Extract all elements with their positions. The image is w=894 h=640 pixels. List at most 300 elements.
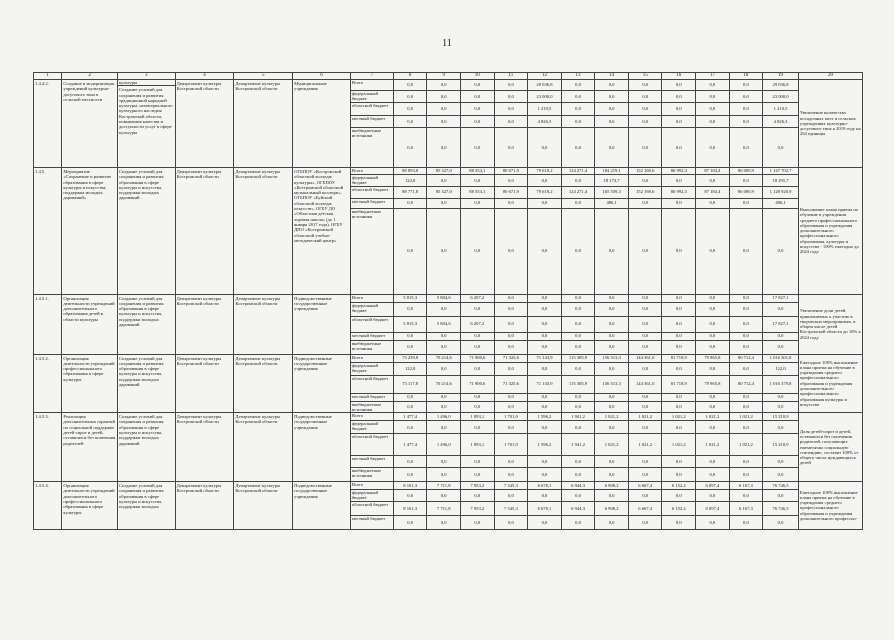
amount-cell: 0,0 [628, 421, 662, 434]
amount-cell: 18 173,7 [595, 175, 629, 187]
amount-cell: 0,0 [561, 294, 595, 302]
amount-cell: 0,0 [494, 128, 528, 168]
amount-cell: 18 295,7 [763, 175, 799, 187]
amount-cell: 0,0 [393, 208, 427, 294]
amount-cell: 0,0 [393, 393, 427, 401]
amount-cell: 0,0 [628, 91, 662, 103]
amount-cell: 1 021,2 [628, 434, 662, 456]
measure-name: Мероприятие «Сохранение и развитие образования в сфере культуры и искусства, поддержка молодых дарований» [62, 168, 118, 295]
amount-cell: 15 210,9 [763, 413, 799, 421]
funding-source: федеральный бюджет [350, 362, 393, 375]
column-number: 13 [561, 73, 595, 80]
amount-cell: 0,0 [561, 91, 595, 103]
amount-cell: 0,0 [528, 490, 562, 502]
amount-cell: 0,0 [427, 515, 461, 529]
amount-cell: 0,0 [595, 340, 629, 354]
amount-cell: 71 325,6 [494, 375, 528, 393]
amount-cell: 0,0 [595, 208, 629, 294]
amount-cell: 0,0 [729, 128, 763, 168]
amount-cell: 0,0 [528, 332, 562, 340]
executor: Департамент культуры Костромской области [234, 354, 293, 413]
amount-cell: 0,0 [595, 515, 629, 529]
column-number-row [34, 73, 863, 80]
column-number: 8 [393, 73, 427, 80]
amount-cell: 0,0 [427, 401, 461, 413]
executor: Департамент культуры Костромской области [234, 80, 293, 168]
amount-cell: 0,0 [494, 468, 528, 482]
amount-cell: 0,0 [528, 302, 562, 316]
amount-cell: 0,0 [393, 490, 427, 502]
measure-name: Организация деятельности учреждений дополнительного профессионального образования в сфере культуры [62, 482, 118, 530]
table-row [34, 294, 863, 302]
amount-cell: 0,0 [595, 80, 629, 91]
amount-cell: 29 036,8 [763, 80, 799, 91]
amount-cell: 0,0 [729, 421, 763, 434]
measure-name: Реализация дополнительных гарантий по социальной поддержке детей-сирот и детей, оставшихся без попечения родителей [62, 413, 118, 482]
amount-cell: 1 893,1 [461, 434, 495, 456]
amount-cell: 0,0 [528, 294, 562, 302]
amount-cell: 1 701,0 [494, 413, 528, 421]
amount-cell: 0,0 [763, 456, 799, 468]
amount-cell: 0,0 [427, 490, 461, 502]
amount-cell: 0,0 [662, 80, 696, 91]
amount-cell: 0,0 [561, 468, 595, 482]
amount-cell: 0,0 [561, 340, 595, 354]
amount-cell: 0,0 [461, 515, 495, 529]
column-number: 4 [175, 73, 234, 80]
amount-cell: 1 021,2 [696, 413, 730, 421]
carry-over-text: культуры [118, 80, 175, 86]
column-number: 9 [427, 73, 461, 80]
amount-cell: 0,0 [528, 393, 562, 401]
amount-cell: 7 953,2 [461, 482, 495, 490]
column-number: 11 [494, 73, 528, 80]
row-id: 1.4.5. [34, 168, 62, 295]
amount-cell: 71 900,6 [461, 375, 495, 393]
amount-cell: 0,0 [393, 198, 427, 208]
amount-cell: 0,0 [595, 456, 629, 468]
amount-cell: 0,0 [595, 128, 629, 168]
amount-cell: 1 021,2 [595, 413, 629, 421]
column-number: 2 [62, 73, 118, 80]
funding-source: областной бюджет [350, 186, 393, 198]
amount-cell: 0,0 [696, 490, 730, 502]
amount-cell: 0,0 [595, 421, 629, 434]
amount-cell: 1 941,2 [561, 434, 595, 456]
amount-cell: 152 169,6 [628, 186, 662, 198]
amount-cell: 0,0 [427, 468, 461, 482]
funds-recipient: Подведомственные государственные учреждения [293, 482, 351, 530]
funding-source: внебюджетные источники [350, 128, 393, 168]
amount-cell: 0,0 [729, 362, 763, 375]
funding-source: областной бюджет [350, 501, 393, 515]
expected-result: Доля детей-сирот и детей, оставшихся без попечения родителей, получающих ежемесячно социальную стипендию, составит 100% от общего числа нуждающихся детей [798, 413, 862, 482]
amount-cell: 0,0 [628, 401, 662, 413]
amount-cell: 1 941,2 [561, 413, 595, 421]
amount-cell: 87 184,4 [696, 168, 730, 175]
amount-cell: 0,0 [595, 468, 629, 482]
expected-result: Увеличение количества посадочных мест в сельских учреждениях культурно-досугового типа к 2019 году на 294 единицы [798, 80, 862, 168]
amount-cell: 0,0 [696, 340, 730, 354]
amount-cell: 0,0 [494, 208, 528, 294]
amount-cell: 0,0 [696, 116, 730, 128]
amount-cell: 1 016 501,8 [763, 354, 799, 362]
amount-cell: 0,0 [528, 515, 562, 529]
amount-cell: 124 271,4 [561, 168, 595, 175]
amount-cell: 0,0 [561, 80, 595, 91]
amount-cell: 0,0 [696, 456, 730, 468]
funding-source: Всего [350, 168, 393, 175]
amount-cell: 80 671,9 [494, 186, 528, 198]
amount-cell: 0,0 [628, 116, 662, 128]
amount-cell: 29 036,8 [528, 80, 562, 91]
amount-cell: 0,0 [696, 80, 730, 91]
column-number: 3 [117, 73, 175, 80]
amount-cell: 0,0 [461, 302, 495, 316]
amount-cell: 122,0 [393, 362, 427, 375]
funding-source: местный бюджет [350, 332, 393, 340]
amount-cell: 0,0 [393, 515, 427, 529]
amount-cell: 0,0 [528, 456, 562, 468]
column-number: 10 [461, 73, 495, 80]
amount-cell: 17 827,1 [763, 316, 799, 332]
amount-cell: 0,0 [696, 302, 730, 316]
amount-cell: 486,1 [763, 198, 799, 208]
amount-cell: 0,0 [696, 128, 730, 168]
amount-cell: 0,0 [662, 103, 696, 116]
amount-cell: 0,0 [595, 401, 629, 413]
amount-cell: 7 711,8 [427, 501, 461, 515]
funding-source: областной бюджет [350, 375, 393, 393]
amount-cell: 6 097,4 [696, 482, 730, 490]
amount-cell: 6 667,4 [628, 482, 662, 490]
amount-cell: 0,0 [427, 456, 461, 468]
amount-cell: 76 746,5 [763, 501, 799, 515]
budget-table [33, 72, 863, 530]
amount-cell: 79 965,8 [696, 375, 730, 393]
column-number: 15 [628, 73, 662, 80]
amount-cell: 0,0 [729, 332, 763, 340]
amount-cell: 0,0 [628, 456, 662, 468]
amount-cell: 0,0 [628, 393, 662, 401]
amount-cell: 0,0 [628, 294, 662, 302]
funding-source: местный бюджет [350, 456, 393, 468]
amount-cell: 0,0 [561, 421, 595, 434]
funds-recipient: Подведомственные государственные учреждения [293, 413, 351, 482]
funding-source: внебюджетные источники [350, 340, 393, 354]
amount-cell: 156 513,3 [595, 354, 629, 362]
amount-cell: 4 826,3 [528, 116, 562, 128]
amount-cell: 6 944,3 [561, 482, 595, 490]
amount-cell: 0,0 [696, 332, 730, 340]
expected-result: Выполнение плана приема на обучение в учреждения среднего профессионального образования и учреждения дополнительного профессионального образования, культуры и искусства - 100% ежегодно до 2024 года [798, 168, 862, 295]
amount-cell: 0,0 [461, 421, 495, 434]
amount-cell: 1 477,4 [393, 413, 427, 421]
amount-cell: 0,0 [494, 332, 528, 340]
amount-cell: 86 000,9 [729, 168, 763, 175]
amount-cell: 0,0 [628, 175, 662, 187]
amount-cell: 85 327,0 [427, 168, 461, 175]
page-number: 11 [442, 38, 452, 49]
amount-cell: 80 712,4 [729, 375, 763, 393]
amount-cell: 0,0 [427, 393, 461, 401]
amount-cell: 0,0 [427, 362, 461, 375]
funding-source: Всего [350, 80, 393, 91]
amount-cell: 23 000,0 [528, 91, 562, 103]
amount-cell: 0,0 [662, 208, 696, 294]
amount-cell: 0,0 [494, 393, 528, 401]
measure-name: Создание и модернизация учреждений культурно-досугового типа в сельской местности [62, 80, 118, 168]
amount-cell: 0,0 [427, 91, 461, 103]
amount-cell: 0,0 [696, 198, 730, 208]
amount-cell: 0,0 [595, 332, 629, 340]
table-row [34, 80, 863, 91]
amount-cell: 79 618,2 [528, 168, 562, 175]
amount-cell: 0,0 [763, 401, 799, 413]
coexecutor: Департамент культуры Костромской области [175, 168, 234, 295]
amount-cell: 0,0 [561, 393, 595, 401]
amount-cell: 0,0 [528, 468, 562, 482]
table-row [34, 168, 863, 175]
amount-cell: 71 900,6 [461, 354, 495, 362]
amount-cell: 0,0 [729, 175, 763, 187]
amount-cell: 0,0 [494, 175, 528, 187]
amount-cell: 6 908,2 [595, 501, 629, 515]
funding-source: федеральный бюджет [350, 421, 393, 434]
amount-cell: 0,0 [561, 456, 595, 468]
funding-source: внебюджетные источники [350, 208, 393, 294]
amount-cell: 0,0 [561, 332, 595, 340]
column-number: 19 [763, 73, 799, 80]
amount-cell: 0,0 [696, 91, 730, 103]
amount-cell: 0,0 [461, 332, 495, 340]
measure-goal: Создание условий для сохранения и развития образования в сфере культуры и искусства, поддержки молодых [117, 482, 175, 530]
expected-result: Ежегодное 100% выполнение плана приема на обучение в учреждения среднего профессионального образования и учреждения дополнительного профессио- [798, 482, 862, 530]
amount-cell: 1 128 920,9 [763, 186, 799, 198]
amount-cell: 0,0 [393, 91, 427, 103]
executor: Департамент культуры Костромской области [234, 168, 293, 295]
amount-cell: 71 143,9 [528, 354, 562, 362]
amount-cell: 5 804,6 [427, 316, 461, 332]
amount-cell: 5 815,3 [393, 316, 427, 332]
amount-cell: 0,0 [729, 116, 763, 128]
amount-cell: 0,0 [528, 362, 562, 375]
amount-cell: 0,0 [729, 401, 763, 413]
amount-cell: 0,0 [595, 362, 629, 375]
row-id: 1.4.5.3. [34, 413, 62, 482]
row-id: 1.4.5.2. [34, 354, 62, 413]
amount-cell: 0,0 [729, 103, 763, 116]
amount-cell: 0,0 [427, 208, 461, 294]
amount-cell: 0,0 [427, 128, 461, 168]
amount-cell: 144 361,0 [628, 375, 662, 393]
amount-cell: 0,0 [494, 198, 528, 208]
column-number: 16 [662, 73, 696, 80]
amount-cell: 0,0 [662, 175, 696, 187]
amount-cell: 0,0 [393, 456, 427, 468]
amount-cell: 124 271,4 [561, 186, 595, 198]
amount-cell: 0,0 [494, 421, 528, 434]
amount-cell: 144 361,0 [628, 354, 662, 362]
amount-cell: 0,0 [461, 490, 495, 502]
funds-recipient: Муниципальные учреждения [293, 80, 351, 168]
funds-recipient: Подведомственные государственные учреждения [293, 354, 351, 413]
amount-cell: 76 746,5 [763, 482, 799, 490]
amount-cell: 0,0 [528, 208, 562, 294]
amount-cell: 73 239,8 [393, 354, 427, 362]
amount-cell: 17 827,1 [763, 294, 799, 302]
amount-cell: 0,0 [729, 393, 763, 401]
amount-cell: 80 712,4 [729, 354, 763, 362]
amount-cell: 0,0 [595, 302, 629, 316]
amount-cell: 86 992,3 [662, 186, 696, 198]
amount-cell: 122,0 [763, 362, 799, 375]
amount-cell: 0,0 [662, 302, 696, 316]
amount-cell: 0,0 [729, 316, 763, 332]
amount-cell: 0,0 [595, 393, 629, 401]
amount-cell: 0,0 [427, 198, 461, 208]
amount-cell: 0,0 [662, 332, 696, 340]
amount-cell: 0,0 [561, 490, 595, 502]
amount-cell: 0,0 [494, 340, 528, 354]
amount-cell: 0,0 [595, 294, 629, 302]
amount-cell: 0,0 [628, 362, 662, 375]
amount-cell: 0,0 [662, 393, 696, 401]
amount-cell: 0,0 [461, 468, 495, 482]
amount-cell: 0,0 [561, 401, 595, 413]
amount-cell: 0,0 [461, 116, 495, 128]
amount-cell: 81 718,9 [662, 375, 696, 393]
amount-cell: 0,0 [427, 116, 461, 128]
amount-cell: 6 097,4 [696, 501, 730, 515]
measure-name: Организация деятельности учреждений профессионального образования в сфере культуры [62, 354, 118, 413]
amount-cell: 0,0 [696, 208, 730, 294]
amount-cell: 7 711,8 [427, 482, 461, 490]
amount-cell: 0,0 [494, 362, 528, 375]
amount-cell: 165 559,3 [595, 186, 629, 198]
amount-cell: 0,0 [393, 103, 427, 116]
coexecutor: Департамент культуры Костромской области [175, 80, 234, 168]
amount-cell: 0,0 [561, 515, 595, 529]
amount-cell: 6 944,3 [561, 501, 595, 515]
amount-cell: 0,0 [662, 198, 696, 208]
amount-cell: 156 513,3 [595, 375, 629, 393]
amount-cell: 0,0 [561, 128, 595, 168]
amount-cell: 0,0 [461, 175, 495, 187]
amount-cell: 184 219,1 [595, 168, 629, 175]
funding-source: местный бюджет [350, 515, 393, 529]
measure-goal: Создание условий для сохранения и развития образования в сфере культуры и искусства, поддержки молодых дарований [117, 168, 175, 295]
amount-cell: 1 596,2 [528, 434, 562, 456]
amount-cell: 6 667,4 [628, 501, 662, 515]
amount-cell: 0,0 [561, 116, 595, 128]
amount-cell: 6 207,2 [461, 316, 495, 332]
funding-source: внебюджетные источники [350, 468, 393, 482]
amount-cell: 0,0 [729, 302, 763, 316]
amount-cell: 486,1 [595, 198, 629, 208]
coexecutor: Департамент культуры Костромской области [175, 354, 234, 413]
amount-cell: 0,0 [729, 80, 763, 91]
amount-cell: 0,0 [628, 103, 662, 116]
amount-cell: 0,0 [662, 116, 696, 128]
amount-cell: 6 908,2 [595, 482, 629, 490]
amount-cell: 115 385,9 [561, 375, 595, 393]
amount-cell: 0,0 [662, 456, 696, 468]
amount-cell: 0,0 [662, 91, 696, 103]
amount-cell: 1 496,0 [427, 434, 461, 456]
coexecutor: Департамент культуры Костромской области [175, 413, 234, 482]
column-number: 5 [234, 73, 293, 80]
amount-cell: 0,0 [763, 468, 799, 482]
amount-cell: 0,0 [561, 302, 595, 316]
amount-cell: 15 210,9 [763, 434, 799, 456]
amount-cell: 88 893,8 [393, 168, 427, 175]
amount-cell: 1 210,5 [528, 103, 562, 116]
amount-cell: 86 992,3 [662, 168, 696, 175]
amount-cell: 0,0 [461, 340, 495, 354]
amount-cell: 1 021,2 [729, 434, 763, 456]
amount-cell: 0,0 [561, 103, 595, 116]
amount-cell: 0,0 [528, 401, 562, 413]
amount-cell: 0,0 [528, 128, 562, 168]
amount-cell: 0,0 [528, 175, 562, 187]
amount-cell: 0,0 [528, 340, 562, 354]
amount-cell: 0,0 [628, 515, 662, 529]
column-number: 14 [595, 73, 629, 80]
amount-cell: 1 477,4 [393, 434, 427, 456]
amount-cell: 0,0 [763, 490, 799, 502]
amount-cell: 0,0 [628, 302, 662, 316]
expected-result: Ежегодное 100% выполнение плана приема на обучение в учреждения среднего профессионального образования и учреждения дополнительного профессионального образования культуры и искусства [798, 354, 862, 413]
amount-cell: 6 167,3 [729, 501, 763, 515]
amount-cell: 0,0 [561, 175, 595, 187]
amount-cell: 0,0 [393, 332, 427, 340]
amount-cell: 0,0 [595, 316, 629, 332]
amount-cell: 0,0 [427, 175, 461, 187]
amount-cell: 0,0 [662, 316, 696, 332]
amount-cell: 1 021,2 [662, 413, 696, 421]
amount-cell: 0,0 [461, 362, 495, 375]
amount-cell: 0,0 [696, 401, 730, 413]
amount-cell: 0,0 [628, 198, 662, 208]
amount-cell: 1 210,5 [763, 103, 799, 116]
amount-cell: 0,0 [763, 332, 799, 340]
amount-cell: 0,0 [696, 103, 730, 116]
coexecutor: Департамент культуры Костромской области [175, 482, 234, 530]
amount-cell: 1 147 702,7 [763, 168, 799, 175]
amount-cell: 0,0 [662, 515, 696, 529]
amount-cell: 87 184,4 [696, 186, 730, 198]
funding-source: областной бюджет [350, 316, 393, 332]
amount-cell: 0,0 [461, 401, 495, 413]
amount-cell: 79 965,8 [696, 354, 730, 362]
amount-cell: 0,0 [393, 302, 427, 316]
executor: Департамент культуры Костромской области [234, 482, 293, 530]
column-number: 20 [798, 73, 862, 80]
amount-cell: 0,0 [628, 80, 662, 91]
amount-cell: 6 678,1 [528, 482, 562, 490]
amount-cell: 0,0 [528, 316, 562, 332]
amount-cell: 0,0 [628, 316, 662, 332]
amount-cell: 6 678,1 [528, 501, 562, 515]
amount-cell: 4 826,3 [763, 116, 799, 128]
amount-cell: 6 167,3 [729, 482, 763, 490]
measure-goal: Создание условий для сохранения и развития образования в сфере культуры и искусства, поддержки молодых дарований [117, 294, 175, 354]
row-id: 1.4.5.4. [34, 482, 62, 530]
amount-cell: 0,0 [461, 103, 495, 116]
amount-cell: 0,0 [662, 340, 696, 354]
amount-cell: 0,0 [561, 316, 595, 332]
